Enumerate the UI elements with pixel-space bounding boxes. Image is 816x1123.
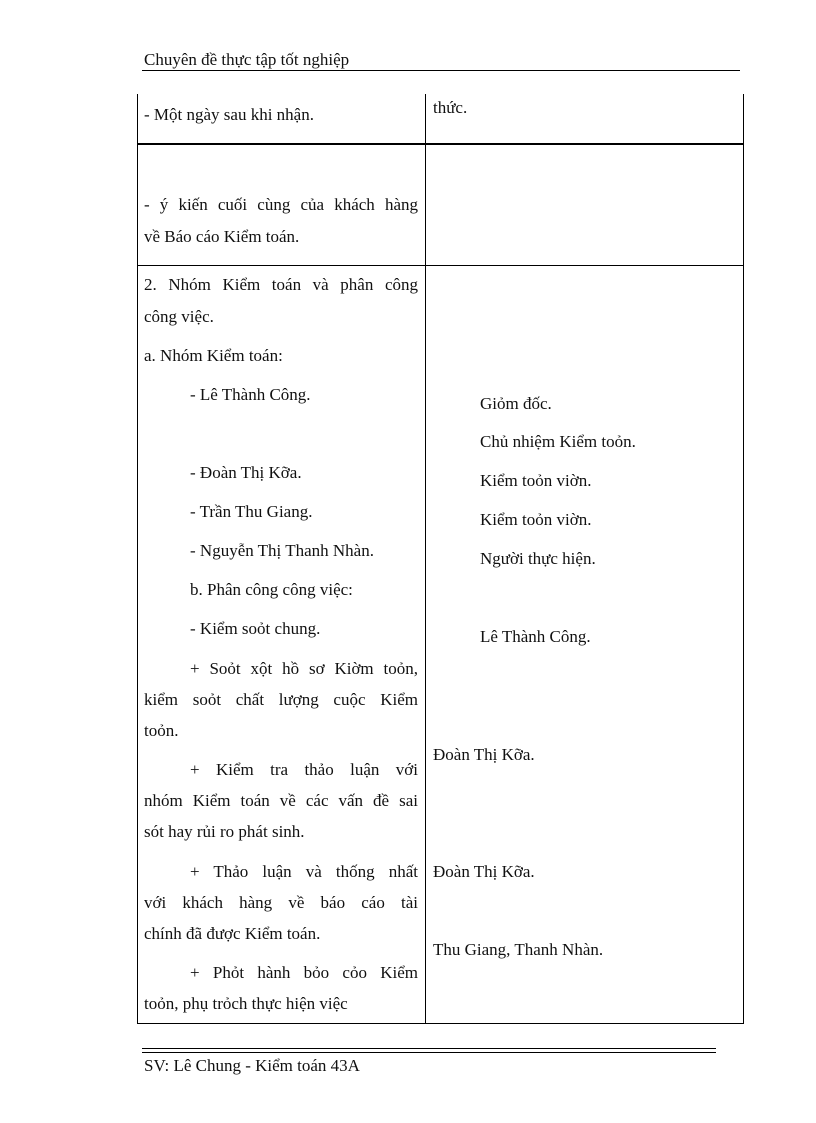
page-footer-text: SV: Lê Chung - Kiểm toán 43A (144, 1056, 360, 1075)
row-divider-1 (137, 143, 744, 145)
table-bottom-border (137, 1023, 744, 1024)
footer-rule-bottom (142, 1052, 716, 1053)
page-header-title: Chuyên đề thực tập tốt nghiệp (144, 50, 350, 69)
member-item: - Đoàn Thị Kỡa. (190, 463, 302, 482)
role-item: Kiểm toỏn viờn. (480, 510, 592, 529)
role-item: Người thực hiện. (480, 549, 596, 568)
member-item: - Nguyễn Thị Thanh Nhàn. (190, 541, 374, 560)
subheading-audit-team: a. Nhóm Kiểm toán: (144, 346, 283, 365)
footer-rule-top (142, 1048, 716, 1049)
task4-line2: toỏn, phụ trỏch thực hiện việc (144, 994, 348, 1013)
row2-left-line1: - ý kiến cuối cùng của khách hàng (144, 195, 418, 214)
role-item: Giỏm đốc. (480, 394, 552, 413)
table-right-border (743, 94, 744, 1024)
role-item: Chủ nhiệm Kiểm toỏn. (480, 432, 636, 451)
member-item: - Trần Thu Giang. (190, 502, 313, 521)
task2-person: Đoàn Thị Kỡa. (433, 745, 535, 764)
member-item: - Lê Thành Công. (190, 385, 311, 404)
row1-left-text: - Một ngày sau khi nhận. (144, 105, 314, 124)
task3-line2: với khách hàng về báo cáo tài (144, 893, 418, 912)
task3-line1: + Thảo luận và thống nhất (190, 862, 418, 881)
row1-right-text: thức. (433, 98, 468, 117)
table-middle-border (425, 94, 426, 1024)
task3-person: Đoàn Thị Kỡa. (433, 862, 535, 881)
task1-line1: + Soỏt xột hồ sơ Kiờm toỏn, (190, 659, 418, 678)
section-heading-line2: công việc. (144, 307, 214, 326)
task2-line2: nhóm Kiểm toán về các vấn đề sai (144, 791, 418, 810)
task2-line3: sót hay rủi ro phát sinh. (144, 822, 305, 841)
table-left-border (137, 94, 138, 1024)
task4-line1: + Phỏt hành bỏo cỏo Kiểm (190, 963, 418, 982)
row-divider-2 (137, 265, 744, 266)
task2-line1: + Kiểm tra thảo luận với (190, 760, 418, 779)
row2-left-line2: về Báo cáo Kiểm toán. (144, 227, 300, 246)
task-general-control: - Kiểm soỏt chung. (190, 619, 321, 638)
header-rule (142, 70, 740, 71)
task1-line2: kiểm soỏt chất lượng cuộc Kiểm (144, 690, 418, 709)
role-item: Kiểm toỏn viờn. (480, 471, 592, 490)
task3-line3: chính đã được Kiểm toán. (144, 924, 321, 943)
section-heading-line1: 2. Nhóm Kiểm toán và phân công (144, 275, 418, 294)
task4-person: Thu Giang, Thanh Nhàn. (433, 940, 604, 959)
task-general-person: Lê Thành Công. (480, 627, 591, 646)
subheading-work-allocation: b. Phân công công việc: (190, 580, 353, 599)
task1-line3: toỏn. (144, 721, 179, 740)
